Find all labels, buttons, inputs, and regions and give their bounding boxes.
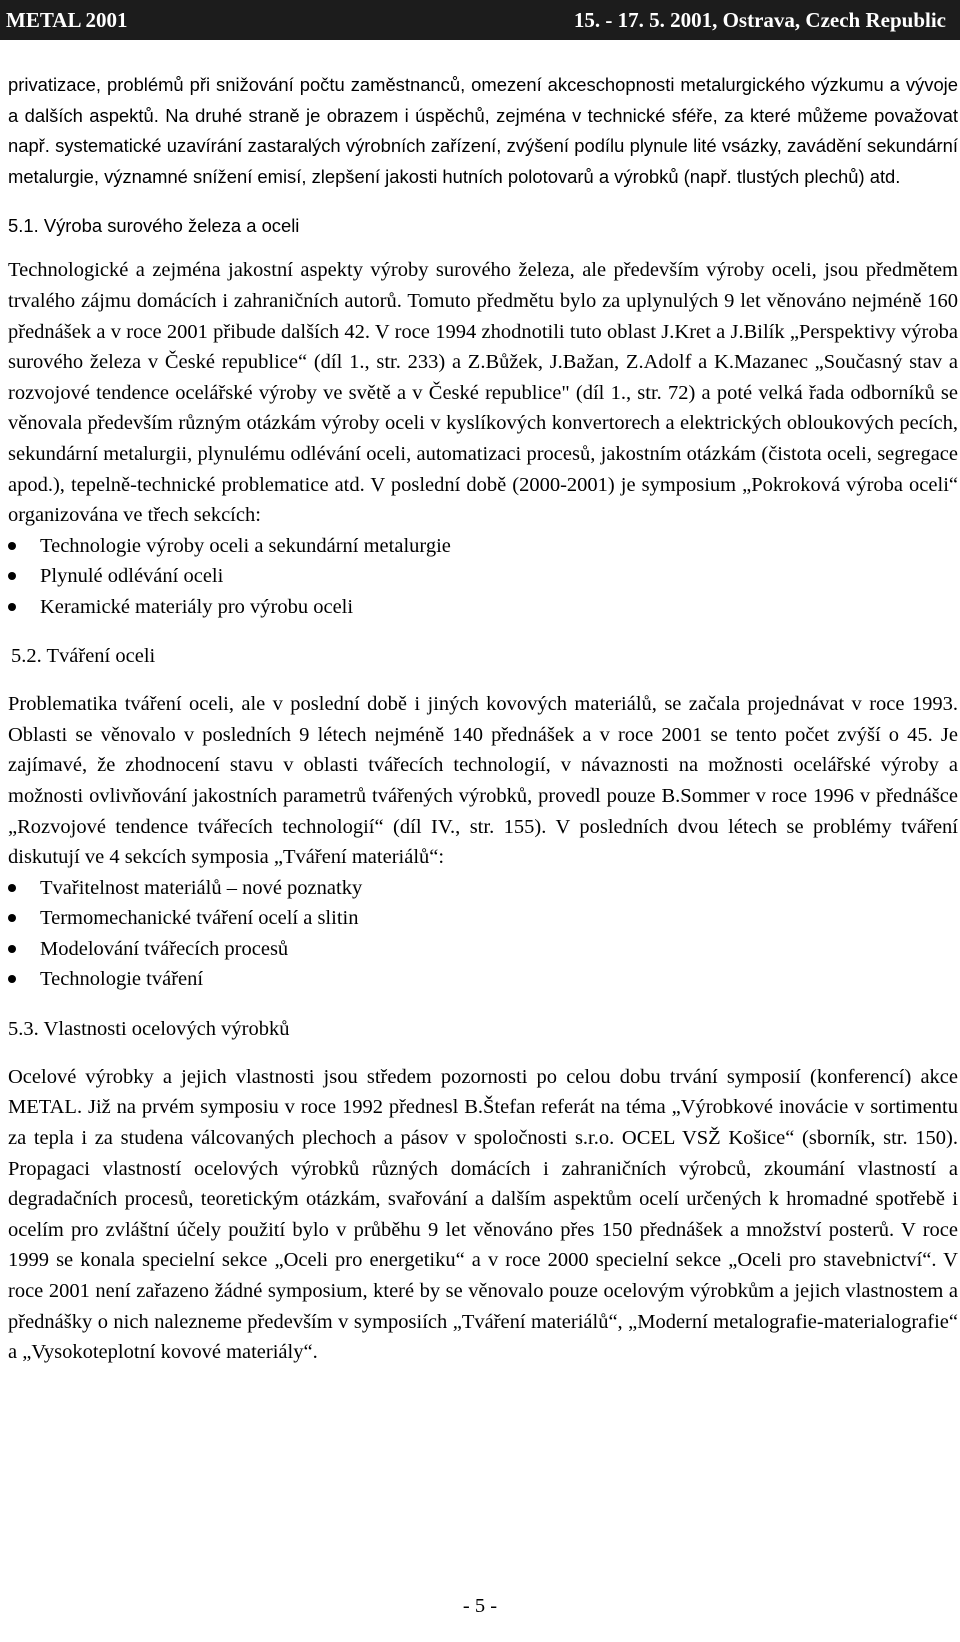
section-title: Výroba surového železa a oceli <box>43 215 300 237</box>
section-title: Vlastnosti ocelových výrobků <box>43 1017 290 1040</box>
header-conference-name: METAL 2001 <box>6 8 128 32</box>
list-item-text: Termomechanické tváření ocelí a slitin <box>40 907 359 930</box>
list-item-text: Technologie výroby oceli a sekundární metalurgie <box>40 534 451 557</box>
section-5-2-bullet-list <box>8 873 958 995</box>
header-date-location: 15. - 17. 5. 2001, Ostrava, Czech Republic <box>573 8 946 32</box>
section-title: Tváření oceli <box>46 645 156 668</box>
bullet-icon <box>8 975 16 983</box>
list-item-text: Plynulé odlévání oceli <box>40 565 224 588</box>
list-item <box>8 561 958 592</box>
list-item <box>8 964 958 995</box>
section-5-3-paragraph: Ocelové výrobky a jejich vlastnosti jsou středem pozornosti po celou dobu trvání symposií (konferencí) akce METAL. Již na prvém symposiu v roce 1992 přednesl B.Štefan referát na téma „Výrobkové inovácie v sortimentu za tepla i za studena válcovaných plechoch a pásov v spoločnosti s.r.o. OCEL VSŽ Košice“ (sborník, str. 150). Propagaci vlastností ocelových výrobků různých domácích i zahraničních výrobců, zkoumání vlastností a degradačních procesů, teoretickým otázkám, svařování a dalším aspektům ocelí určených k hromadné spotřebě i ocelím pro zvláštní účely použití bylo v průběhu 9 let věnováno přes 150 přednášek a množství posterů. V roce 1999 se konala specielní sekce „Oceli pro energetiku“ a v roce 2000 specielní sekce „Oceli pro stavebnictví“. V roce 2001 není zařazeno žádné symposium, které by se věnovalo pouze ocelovým výrobkům a jejich vlastnostem a přednášky o nich nalezneme především v symposiích „Tváření materiálů“, „Moderní metalografie-materialografie“ a „Vysokoteplotní kovové materiály“. <box>8 1065 958 1364</box>
list-item-text: Technologie tváření <box>40 968 204 991</box>
list-item-text: Modelování tvářecích procesů <box>40 937 289 960</box>
section-heading-5-3 <box>8 1014 958 1044</box>
list-item <box>8 592 958 623</box>
bullet-icon <box>8 572 16 580</box>
section-number: 5.2. <box>11 645 42 668</box>
list-item <box>8 873 958 904</box>
page-number: - 5 - <box>462 1595 498 1617</box>
list-item-text: Keramické materiály pro výrobu oceli <box>40 595 354 618</box>
section-number: 5.3. <box>8 1017 39 1040</box>
section-number: 5.1. <box>8 215 39 237</box>
bullet-icon <box>8 884 16 892</box>
running-header <box>0 0 960 40</box>
section-5-1-bullet-list <box>8 531 958 623</box>
list-item <box>8 903 958 934</box>
bullet-icon <box>8 542 16 550</box>
intro-paragraph: privatizace, problémů při snižování počtu zaměstnanců, omezení akceschopnosti metalurgického výzkumu a vývoje a dalších aspektů. Na druhé straně je obrazem i úspěchů, zejména v technické sféře, za které můžeme považovat např. systematické uzavírání zastaralých výrobních zařízení, zvýšení podílu plynule lité vsázky, zavádění sekundární metalurgie, významné snížení emisí, zlepšení jakosti hutních polotovarů a výrobků (např. tlustých plechů) atd. <box>8 74 958 187</box>
list-item <box>8 531 958 562</box>
section-5-2-paragraph: Problematika tváření oceli, ale v poslední době i jiných kovových materiálů, se začala projednávat v roce 1993. Oblasti se věnovalo v posledních 9 létech nejméně 140 přednášek a v roce 2001 se tento počet zvýší o 45. Je zajímavé, že zhodnocení stavu v oblasti tvářecích technologií, v návaznosti na možnosti ocelářské výroby a možnosti ovlivňování jakostních parametrů tvářených výrobků, provedl pouze B.Sommer v roce 1996 v přednášce „Rozvojové tendence tvářecích technologií“ (díl IV., str. 155). V posledních dvou létech se problémy tváření diskutují ve 4 sekcích symposia „Tváření materiálů“: <box>8 693 958 869</box>
page-body <box>8 70 958 1368</box>
section-5-1-paragraph: Technologické a zejména jakostní aspekty výroby surového železa, ale především výroby oceli, jsou předmětem trvalého zájmu domácích i zahraničních autorů. Tomuto předmětu bylo za uplynulých 9 let věnováno nejméně 160 přednášek a v roce 2001 přibude dalších 42. V roce 1994 zhodnotili tuto oblast J.Kret a J.Bilík „Perspektivy výroba surového železa v České republice“ (díl 1., str. 233) a Z.Bůžek, J.Bažan, Z.Adolf a K.Mazanec „Současný stav a rozvojové tendence ocelářské výroby ve světě a v České republice" (díl 1., str. 72) a poté velká řada odborníků se věnovala především různým otázkám výroby oceli v kyslíkových konvertorech a elektrických obloukových pecích, sekundární metalurgii, plynulému odlévání oceli, automatizaci procesů, jakostním otázkám (čistota oceli, segregace apod.), tepelně-technické problematice atd. V poslední době (2000-2001) je symposium „Pokroková výroba oceli“ organizována ve třech sekcích: <box>8 259 958 527</box>
bullet-icon <box>8 603 16 611</box>
bullet-icon <box>8 914 16 922</box>
list-item-text: Tvařitelnost materiálů – nové poznatky <box>40 876 363 899</box>
section-heading-5-2 <box>8 641 958 671</box>
section-heading-5-1 <box>8 211 958 241</box>
bullet-icon <box>8 945 16 953</box>
list-item <box>8 934 958 965</box>
